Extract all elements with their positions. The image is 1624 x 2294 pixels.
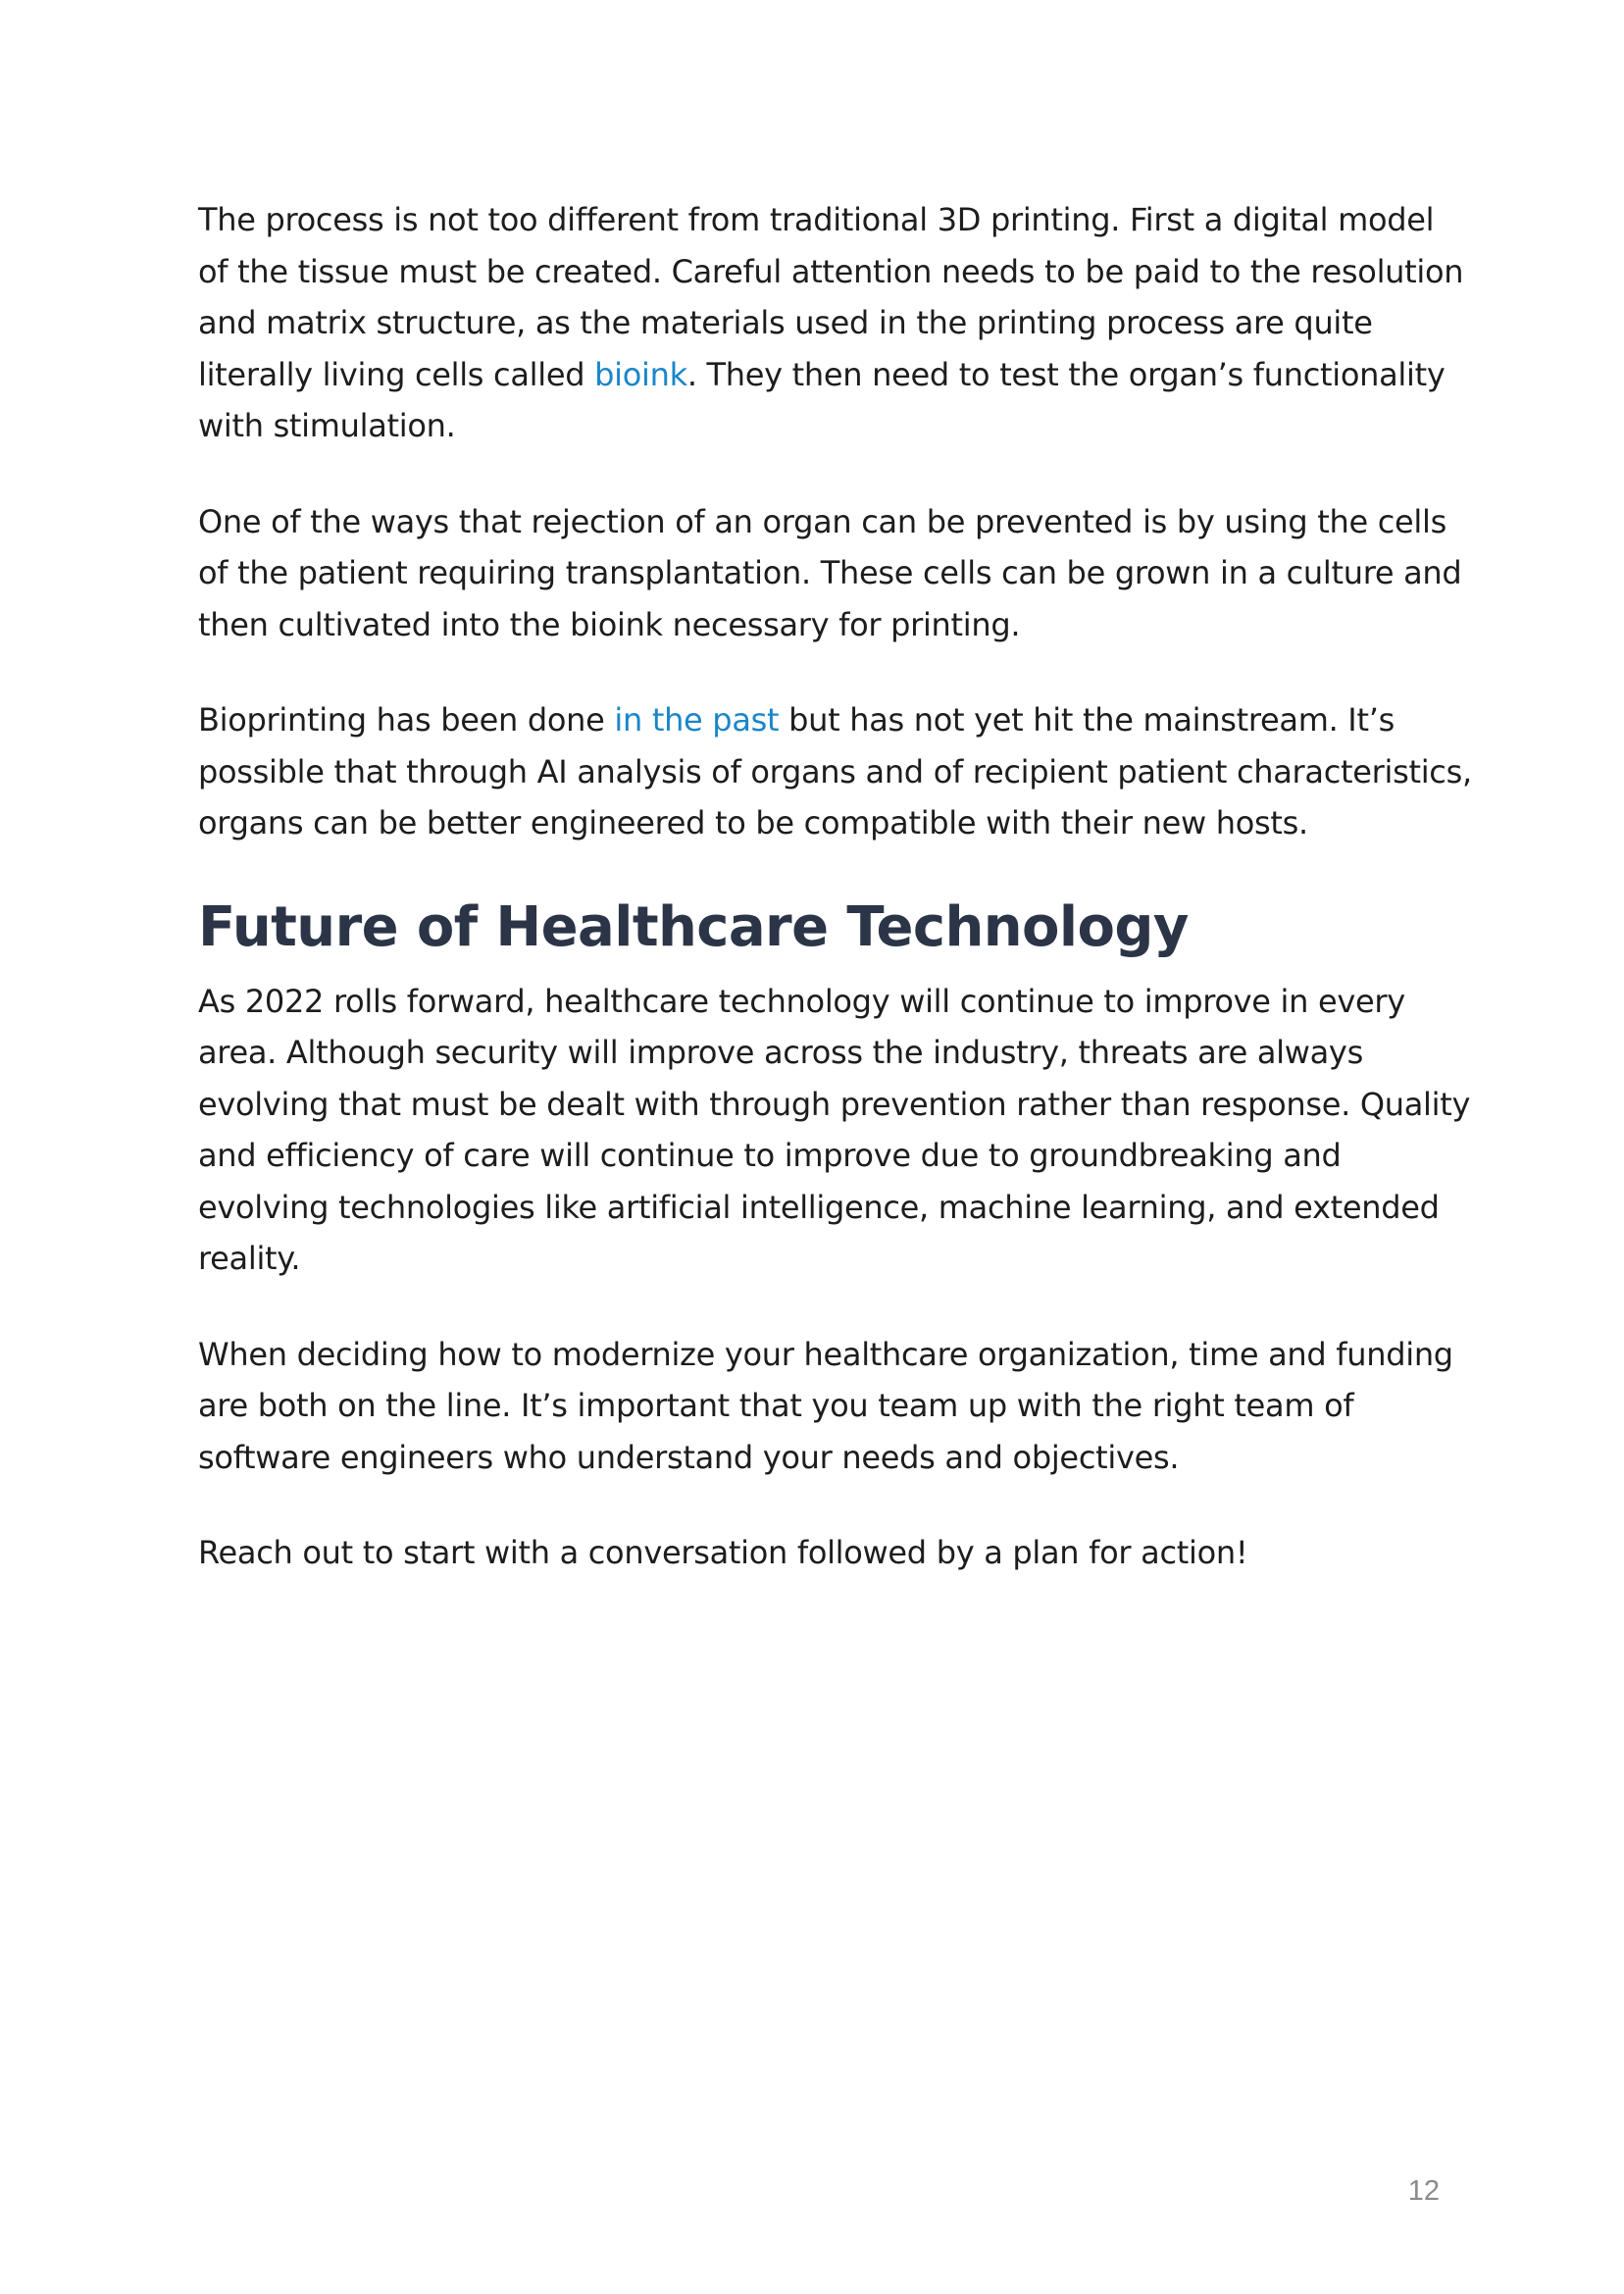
- paragraph-text: but has not yet hit the mainstream. It’s possible that through AI analysis of organs and of recipient patient characteristics, organs can be better engineered to be compatible with their new hosts.: [198, 701, 1472, 841]
- bioink-link[interactable]: bioink: [594, 355, 687, 393]
- paragraph-text: . They then need to test the organ’s functionality with stimulation.: [198, 355, 1446, 444]
- in-the-past-link[interactable]: in the past: [614, 701, 780, 739]
- paragraph-bioprinting-process: [198, 194, 1473, 452]
- paragraph-call-to-action: Reach out to start with a conversation followed by a plan for action!: [198, 1534, 1248, 1571]
- section-heading: Future of Healthcare Technology: [198, 894, 1189, 959]
- page-content: [198, 194, 1473, 1623]
- paragraph-text: Bioprinting has been done: [198, 701, 615, 739]
- paragraph-text: One of the ways that rejection of an organ can be prevented is by using the cells of the patient requiring transplantation. These cells can be grown in a culture and then cultivated into the bioink necessary for printing.: [198, 502, 1462, 643]
- paragraph-future-outlook: As 2022 rolls forward, healthcare technology will continue to improve in every area. Although security will improve across the industry, threats are always evolving that must be dealt with through prevention rather than response. Quality and efficiency of care will continue to improve due to groundbreaking and evolving technologies like artificial intelligence, machine learning, and extended reality.: [198, 982, 1471, 1277]
- paragraph-bioprinting-history: [198, 694, 1473, 849]
- page-number: 12: [1407, 2175, 1440, 2207]
- paragraph-rejection-prevention: [198, 496, 1473, 651]
- paragraph-text: The process is not too different from traditional 3D printing. First a digital model of the tissue must be created. Careful attention needs to be paid to the resolution and matrix structure, as the materials used in the printing process are quite literally living cells called: [198, 201, 1464, 393]
- paragraph-modernize: When deciding how to modernize your healthcare organization, time and funding are both on the line. It’s important that you team up with the right team of software engineers who understand your needs and objectives.: [198, 1335, 1453, 1476]
